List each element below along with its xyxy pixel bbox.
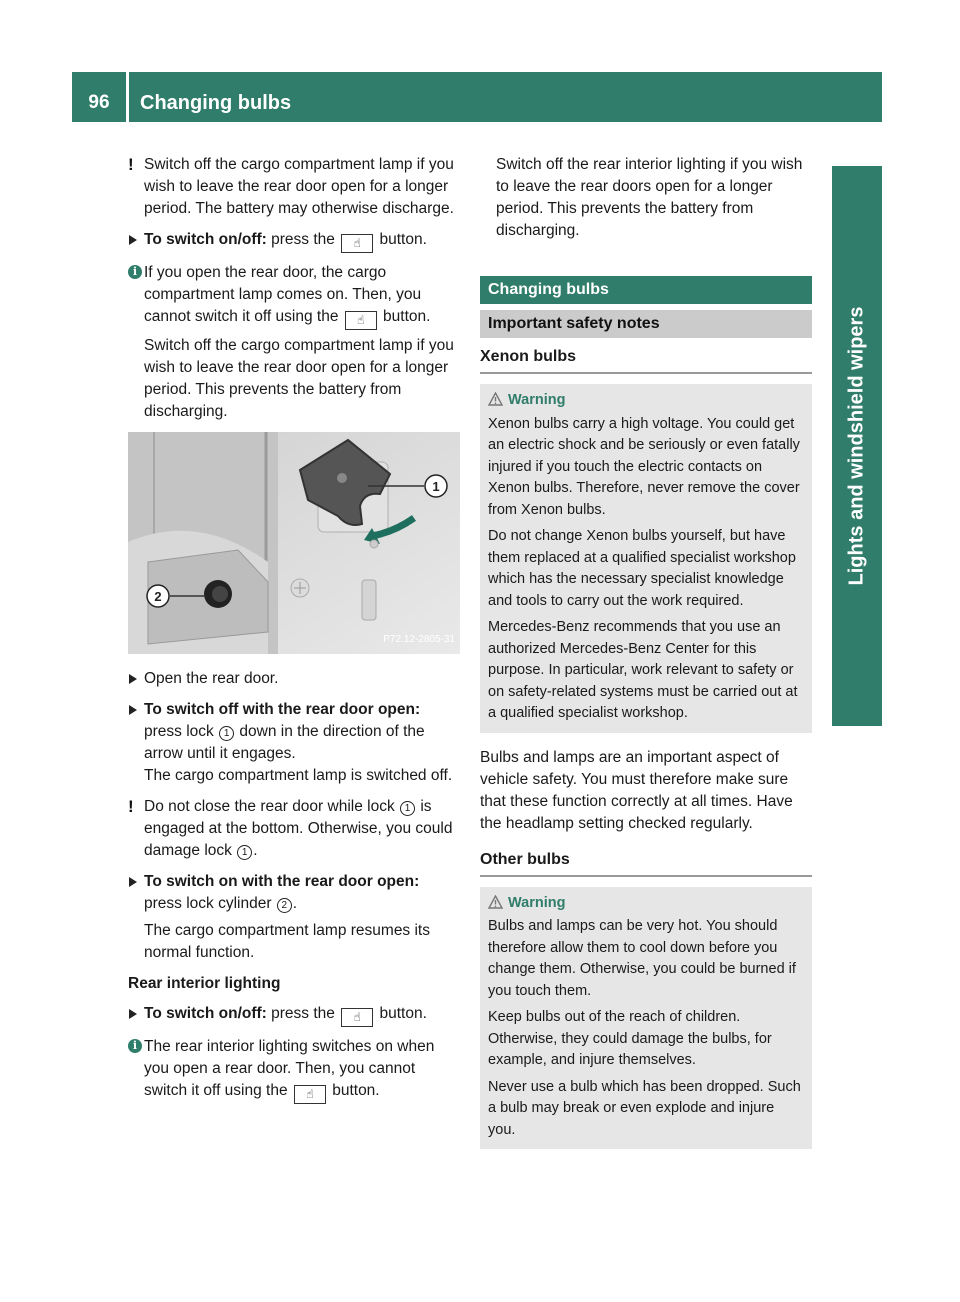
photo-callout-2: 2 — [154, 589, 162, 604]
caution-icon: ! — [128, 797, 134, 816]
button-lamp-icon: ☝ — [341, 1008, 373, 1027]
step-arrow-icon — [129, 235, 137, 245]
circled-one-icon: 1 — [219, 726, 234, 741]
instruction-step — [128, 668, 462, 690]
warning-text: Do not change Xenon bulbs yourself, but have them replaced at a qualified specialist workshop which has the necessary specialist knowledge and tools to carry out the work required. — [488, 528, 796, 609]
warning-text: Bulbs and lamps can be very hot. You should therefore allow them to cool down before you change them. Otherwise, you could be burned if you touch them. — [488, 918, 796, 999]
header-separator — [126, 72, 129, 122]
cargo-lock-photo — [128, 432, 460, 654]
warning-triangle-icon — [488, 895, 503, 909]
instruction-step: To switch off with the rear door open: press lock 1 down in the direction of the arrow until it engages. The cargo compartment lamp is switched off. — [128, 699, 462, 787]
button-lamp-icon: ☝ — [294, 1085, 326, 1104]
cargo-lock-illustration — [128, 432, 460, 654]
circled-one-icon: 1 — [237, 845, 252, 860]
info-text: Switch off the cargo compartment lamp if you wish to leave the rear door open for a longer period. This prevents the battery from discharging. — [144, 337, 454, 420]
circled-two-icon: 2 — [277, 898, 292, 913]
instruction-step: To switch on/off: press the ☝ button. — [128, 1003, 462, 1027]
info-note: i The rear interior lighting switches on when you open a rear door. Then, you cannot switch it off using the ☝ button. — [128, 1036, 462, 1104]
info-icon: i — [128, 265, 142, 279]
step-arrow-icon — [129, 1009, 137, 1019]
step-label: To switch on with the rear door open: — [144, 873, 420, 890]
other-bulbs-heading: Other bulbs — [480, 849, 812, 877]
warning-triangle-icon — [488, 392, 503, 406]
page-title: Changing bulbs — [140, 92, 292, 114]
photo-callout-1: 1 — [432, 479, 440, 494]
info-icon: i — [128, 1039, 142, 1053]
body-text: Bulbs and lamps are an important aspect of vehicle safety. You must therefore make sure that these function correctly at all times. Have the headlamp setting checked regularly. — [480, 748, 793, 832]
step-label: To switch on/off: — [144, 231, 267, 248]
section-title-bar: Changing bulbs — [480, 276, 812, 304]
warning-label: Warning — [508, 392, 566, 408]
photo-caption: P72.12-2805-31 — [383, 634, 455, 645]
left-column — [128, 154, 462, 1113]
warning-text: Keep bulbs out of the reach of children. Otherwise, they could damage the bulbs, for example, and injure themselves. — [488, 1009, 772, 1068]
xenon-bulbs-heading: Xenon bulbs — [480, 346, 812, 374]
step-result: The cargo compartment lamp resumes its normal function. — [144, 922, 430, 961]
warning-text: Mercedes-Benz recommends that you use an authorized Mercedes-Benz Center for this purpose. In particular, work relevant to safety or on safety-related systems must be carried out at a qualified specialist workshop. — [488, 619, 798, 721]
step-arrow-icon — [129, 705, 137, 715]
warning-text: Xenon bulbs carry a high voltage. You could get an electric shock and be seriously or even fatally injured if you touch the electric contacts on Xenon bulbs. Therefore, never remove the cover from Xenon bulbs. — [488, 415, 800, 518]
caution-icon: ! — [128, 155, 134, 174]
subsection-title-bar: Important safety notes — [480, 310, 812, 338]
step-result: The cargo compartment lamp is switched off. — [144, 767, 453, 784]
step-arrow-icon — [129, 674, 137, 684]
step-label: To switch off with the rear door open: — [144, 701, 421, 718]
step-label: To switch on/off: — [144, 1005, 267, 1022]
warning-text: Never use a bulb which has been dropped. Such a bulb may break or even explode and injure you. — [488, 1078, 801, 1138]
page-number: 96 — [88, 92, 110, 113]
warning-box-xenon — [480, 384, 812, 733]
caution-note — [128, 154, 462, 220]
section-heading-rear-lighting: Rear interior lighting — [128, 975, 281, 992]
side-chapter-label: Lights and windshield wipers — [845, 306, 868, 586]
side-chapter-tab — [832, 166, 882, 726]
instruction-step: To switch on/off: press the ☝ button. — [128, 229, 462, 253]
step-text: Open the rear door. — [144, 670, 279, 687]
circled-one-icon: 1 — [400, 801, 415, 816]
warning-box-other — [480, 887, 812, 1150]
instruction-step: To switch on with the rear door open: press lock cylinder 2 . The cargo compartment lamp resumes its normal function. — [128, 871, 462, 964]
right-column — [480, 154, 812, 1163]
info-note: i If you open the rear door, the cargo compartment lamp comes on. Then, you cannot switch it off using the ☝ button. Switch off the cargo compartment lamp if you wish to leave the rear door open for a longer period. This prevents the battery from discharging. — [128, 262, 462, 423]
caution-note: ! Do not close the rear door while lock 1 is engaged at the bottom. Otherwise, you could damage lock 1 . — [128, 797, 453, 859]
caution-text: Switch off the cargo compartment lamp if you wish to leave the rear door open for a longer period. The battery may otherwise discharge. — [144, 156, 454, 217]
button-lamp-icon: ☝ — [345, 311, 377, 330]
warning-label: Warning — [508, 894, 566, 911]
intro-text: Switch off the rear interior lighting if you wish to leave the rear doors open for a longer period. This prevents the battery from discharging. — [496, 156, 803, 239]
button-lamp-icon: ☝ — [341, 234, 373, 253]
step-arrow-icon — [129, 877, 137, 887]
